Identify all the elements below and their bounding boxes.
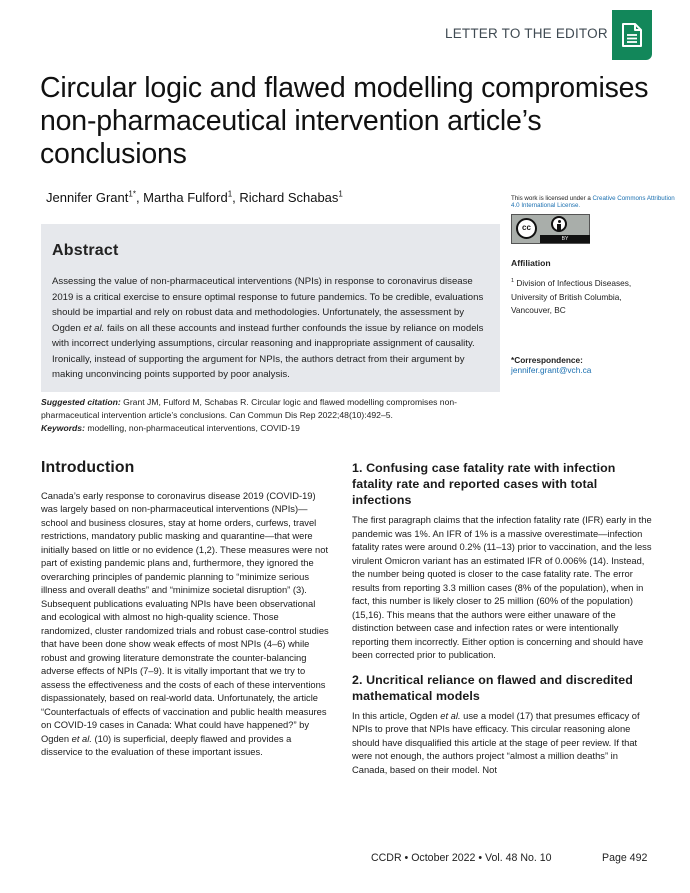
abstract-text [52, 274, 489, 383]
author-list [46, 190, 343, 205]
author-affiliation-mark: 1* [128, 189, 136, 199]
license-link[interactable]: Creative Commons Attribution 4.0 International License. [511, 195, 675, 209]
author-name: Richard Schabas [239, 190, 339, 205]
affiliation-line: University of British Columbia, [511, 291, 622, 302]
author-name: Martha Fulford [143, 190, 228, 205]
introduction-text [41, 490, 331, 760]
correspondence-email-link[interactable]: jennifer.grant@vch.ca [511, 364, 592, 375]
document-badge [612, 10, 652, 60]
license-prefix: This work is licensed under a [511, 195, 593, 202]
cc-by-license-badge[interactable] [511, 214, 590, 244]
affiliation-heading: Affiliation [511, 258, 551, 268]
article-title: Circular logic and flawed modelling compromises non-pharmaceutical intervention article’s conclusions [40, 72, 649, 170]
section-1-text: The first paragraph claims that the infection fatality rate (IFR) early in the pandemic was 1%. An IFR of 1% is a massive overestimate—infection fatality rates were around 0.2% (11–13) prior to vaccination, and the less virulent Omicron variant has an estimated IFR of 0.006% (14). Instead, the number being quoted is closer to the case fatality rate. The error results from reporting 3.3 million cases (8% of the population), when in fact, this number is likely closer to 25 million (60% of the population) (15,16). This means that the authors were either unaware of the distinction between case and infection rates or were intentionally reporting them incorrectly. Either option is concerning and should have been corrected prior to publication. [352, 515, 652, 660]
right-column [352, 460, 652, 777]
affiliation-text [511, 277, 681, 318]
section-label: LETTER TO THE EDITOR [445, 26, 608, 41]
introduction-section [41, 459, 331, 760]
attribution-person-icon [551, 216, 567, 232]
cc-icon: cc [516, 218, 537, 239]
license-notice [511, 195, 681, 209]
abstract-box [41, 224, 500, 392]
introduction-heading: Introduction [41, 459, 135, 476]
author-affiliation-mark: 1 [338, 189, 343, 199]
document-icon [621, 23, 643, 48]
abstract-text-part: fails on all these accounts and instead further confounds the issue by reliance on models with incorrect underlying assumptions, circular reasoning and inappropriate assignment of causality. Ironically, instead of supporting the argument for NPIs, the authors detract from their argument by making unconvincing points supported by poor analysis. [52, 322, 484, 380]
abstract-heading: Abstract [52, 242, 119, 259]
suggested-citation [41, 396, 501, 435]
affiliation-line: Vancouver, BC [511, 305, 566, 315]
body-text-part: (10) is superficial, deeply flawed and provides a disservice to the evaluation of these important issues. [41, 733, 292, 757]
citation-label: Suggested citation: [41, 397, 121, 407]
section-1-heading: 1. Confusing case fatality rate with infection fatality rate and reported cases with total infections [352, 461, 616, 507]
correspondence-heading: *Correspondence: [511, 354, 583, 365]
body-text-italic: et al. [71, 733, 92, 744]
article-sidebar [511, 195, 681, 375]
author-name: Jennifer Grant [46, 190, 129, 205]
by-label: BY [540, 235, 590, 243]
body-text-part: use a model (17) that presumes efficacy of NPIs to prove that NPIs have efficacy. This circular reasoning alone should have disqualified this article at the stage of peer review. If that were not enough, the authors project “almost a million deaths” in Canada, based on their model. Not [352, 710, 640, 775]
affiliation-mark: 1 [511, 278, 515, 285]
section-2-text [352, 710, 652, 778]
author-separator: , [232, 190, 240, 205]
abstract-text-part: Assessing the value of non-pharmaceutical interventions (NPIs) in response to coronavirus disease 2019 is a critical exercise to ensure optimal response to future pandemics. To be credible, evaluations should be impartial and rely on robust data and methodologies. Unfortunately, the assessment by Ogden [52, 276, 484, 334]
author-affiliation-mark: 1 [227, 189, 233, 199]
author-separator: , [135, 190, 144, 205]
keywords-text: modelling, non-pharmaceutical interventions, COVID-19 [84, 423, 300, 433]
section-2-heading: 2. Uncritical reliance on flawed and discredited mathematical models [352, 672, 633, 703]
keywords-label: Keywords: [41, 423, 85, 433]
body-text-part: Canada’s early response to coronavirus disease 2019 (COVID-19) was largely based on non-pharmaceutical interventions (NPIs)—school and business closures, stay at home orders, curfews, travel restrictions, mandatory public masking and quarantine—that were initially based on little or no evidence (1,2). These measures were not part of existing pandemic plans and, furthermore, they ignored the overarching principles of pandemic planning to “minimize serious illness and overall deaths” and “minimize societal disruption” (3). Subsequent publications evaluating NPIs have been observational and ecological with almost no high-quality science. Those randomized, cluster randomized trials and robust case-control studies that have been done show weak effects of most NPIs (4–6) while robust and growing literature demonstrate the counter-balancing adverse effects of NPIs (7–9). It is vitally important that we try to assess the effectiveness and the costs of each of these interventions dispassionately, based on real-world data. Unfortunately, the article “Counterfactuals of effects of vaccination and public health measures on COVID-19 cases in Canada: What could have happened?” by Ogden [41, 490, 329, 744]
journal-footer: CCDR • October 2022 • Vol. 48 No. 10 [371, 852, 552, 864]
body-text-part: In this article, Ogden [352, 710, 441, 721]
body-text-italic: et al. [440, 710, 461, 721]
abstract-text-italic: et al. [83, 322, 105, 334]
page-number: Page 492 [602, 852, 648, 864]
citation-text: Grant JM, Fulford M, Schabas R. Circular logic and flawed modelling compromises non-pharmaceutical intervention article’s conclusions. Can Commun Dis Rep 2022;48(10):492–5. [41, 397, 457, 420]
affiliation-line: Division of Infectious Diseases, [516, 278, 632, 288]
